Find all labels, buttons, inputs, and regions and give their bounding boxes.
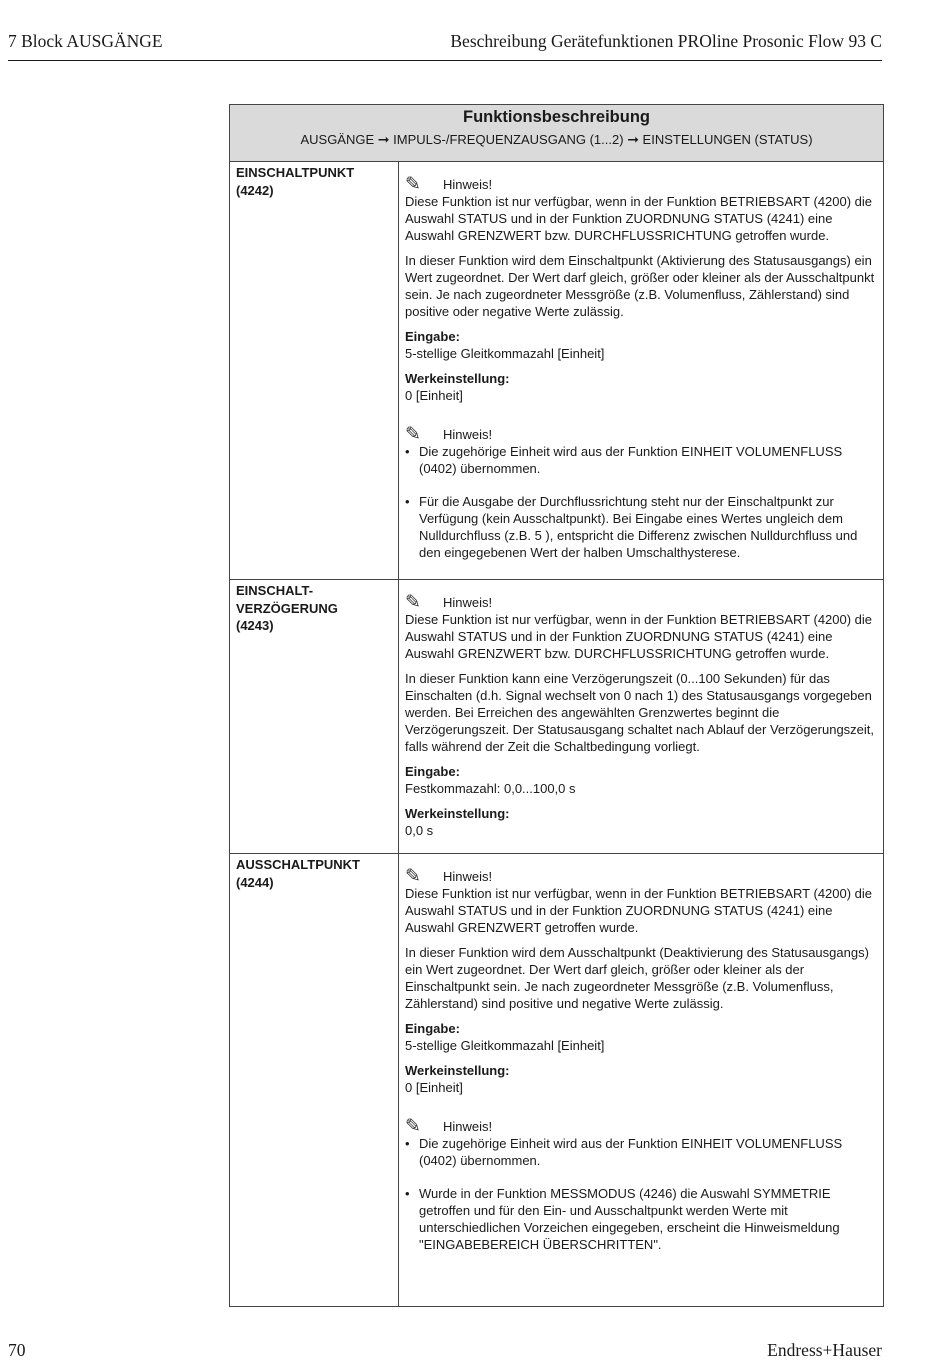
- note-header: [405, 426, 877, 443]
- parameter-name: EINSCHALT- VERZÖGERUNG (4243): [236, 583, 338, 633]
- list-item: • Die zugehörige Einheit wird aus der Funktion EINHEIT VOLUMENFLUSS (0402) übernommen.: [405, 1135, 877, 1169]
- note-header: [405, 176, 877, 193]
- table-row: [230, 162, 883, 579]
- function-description: In dieser Funktion wird dem Ausschaltpunkt (Deaktivierung des Statusausgangs) ein Wert zugeordnet. Der Wert darf gleich, größer oder kleiner als der Einschaltpunkt sein. Je nach zugeordneter Messgröße (z.B. Volumenfluss, Zählerstand) sind positive und negative Werte zulässig.: [405, 945, 869, 1011]
- input-section: Eingabe: 5-stellige Gleitkommazahl [Einheit]: [405, 329, 605, 361]
- table-title: Funktionsbeschreibung: [462, 108, 650, 126]
- note-label: Hinweis!: [443, 427, 493, 442]
- table-row: [230, 579, 883, 854]
- parameter-name: AUSSCHALTPUNKT (4244): [236, 857, 360, 890]
- table-header: [230, 105, 883, 162]
- arrow-right-icon: ➞: [627, 131, 639, 147]
- parameter-cell: [230, 854, 399, 1307]
- description-cell: [405, 176, 877, 577]
- default-section: Werkeinstellung: 0,0 s: [405, 806, 510, 838]
- table-row: [230, 853, 883, 1307]
- parameter-cell: [230, 162, 399, 579]
- note-label: Hinweis!: [443, 869, 493, 884]
- list-item: • Für die Ausgabe der Durchflussrichtung steht nur der Einschaltpunkt zur Verfügung (kein Ausschaltpunkt). Bei Eingabe eines Wertes ungleich dem Nulldurchfluss (z.B. 5 ), entspricht die Differenz zwischen Nulldurchfluss und den eingegebenen Wert der halben Umschalthysterese.: [405, 493, 877, 561]
- header-divider: [8, 60, 882, 61]
- note-label: Hinweis!: [443, 1119, 493, 1134]
- breadcrumb-part: EINSTELLUNGEN (STATUS): [642, 132, 813, 147]
- breadcrumb-part: IMPULS-/FREQUENZAUSGANG (1...2): [393, 132, 624, 147]
- note-text: Diese Funktion ist nur verfügbar, wenn in der Funktion BETRIEBSART (4200) die Auswahl STATUS und in der Funktion ZUORDNUNG STATUS (4241) eine Auswahl GRENZWERT getroffen wurde.: [405, 886, 873, 935]
- parameter-name: EINSCHALTPUNKT (4242): [236, 165, 355, 198]
- note-header: [405, 594, 877, 611]
- function-description-table: [229, 104, 884, 1307]
- breadcrumb: [230, 131, 883, 148]
- parameter-cell: [230, 580, 399, 854]
- pencil-note-icon: ✎: [405, 424, 421, 445]
- note-text: Diese Funktion ist nur verfügbar, wenn in der Funktion BETRIEBSART (4200) die Auswahl STATUS und in der Funktion ZUORDNUNG STATUS (4241) eine Auswahl GRENZWERT bzw. DURCHFLUSSRICHTUNG getroffen wurde.: [405, 612, 873, 661]
- note-label: Hinweis!: [443, 177, 493, 192]
- note-bullet-list: [405, 1135, 877, 1253]
- breadcrumb-part: AUSGÄNGE: [300, 132, 375, 147]
- page-header-chapter: 7 Block AUSGÄNGE: [8, 31, 163, 51]
- list-item: • Wurde in der Funktion MESSMODUS (4246) die Auswahl SYMMETRIE getroffen und für den Ein- und Ausschaltpunkt werden Werte mit unterschiedlichen Vorzeichen eingegeben, erscheint die Hinweismeldung "EINGABEBEREICH ÜBERSCHRITTEN".: [405, 1185, 877, 1253]
- pencil-note-icon: ✎: [405, 174, 421, 195]
- function-description: In dieser Funktion wird dem Einschaltpunkt (Aktivierung des Statusausgangs) ein Wert zugeordnet. Der Wert darf gleich, größer oder kleiner als der Ausschaltpunkt sein. Je nach zugeordneter Messgröße (z.B. Volumenfluss, Zählerstand) sind positive oder negative Werte zulässig.: [405, 253, 875, 319]
- pencil-note-icon: ✎: [405, 1116, 421, 1137]
- note-header: [405, 1118, 877, 1135]
- brand-logo-text: Endress+Hauser: [767, 1340, 882, 1360]
- input-section: Eingabe: Festkommazahl: 0,0...100,0 s: [405, 764, 576, 796]
- page-number: 70: [8, 1340, 26, 1360]
- page-header-title: Beschreibung Gerätefunktionen PROline Prosonic Flow 93 C: [450, 31, 882, 51]
- note-header: [405, 868, 877, 885]
- arrow-right-icon: ➞: [377, 131, 390, 147]
- note-label: Hinweis!: [443, 595, 493, 610]
- default-section: Werkeinstellung: 0 [Einheit]: [405, 1063, 510, 1095]
- note-bullet-list: [405, 443, 877, 561]
- pencil-note-icon: ✎: [405, 866, 421, 887]
- description-cell: [405, 868, 877, 1269]
- default-section: Werkeinstellung: 0 [Einheit]: [405, 371, 510, 403]
- input-section: Eingabe: 5-stellige Gleitkommazahl [Einheit]: [405, 1021, 605, 1053]
- pencil-note-icon: ✎: [405, 592, 421, 613]
- function-description: In dieser Funktion kann eine Verzögerungszeit (0...100 Sekunden) für das Einschalten (d.h. Signal wechselt von 0 nach 1) des Statusausgangs vorgegeben werden. Bei Erreichen des angewählten Grenzwertes beginnt die Verzögerungszeit. Der Statusausgang schaltet nach Ablauf der Verzögerungszeit, falls während der Zeit die Schaltbedingung vorliegt.: [405, 671, 875, 754]
- list-item: • Die zugehörige Einheit wird aus der Funktion EINHEIT VOLUMENFLUSS (0402) übernommen.: [405, 443, 877, 477]
- description-cell: [405, 594, 877, 847]
- note-text: Diese Funktion ist nur verfügbar, wenn in der Funktion BETRIEBSART (4200) die Auswahl STATUS und in der Funktion ZUORDNUNG STATUS (4241) eine Auswahl GRENZWERT bzw. DURCHFLUSSRICHTUNG getroffen wurde.: [405, 194, 873, 243]
